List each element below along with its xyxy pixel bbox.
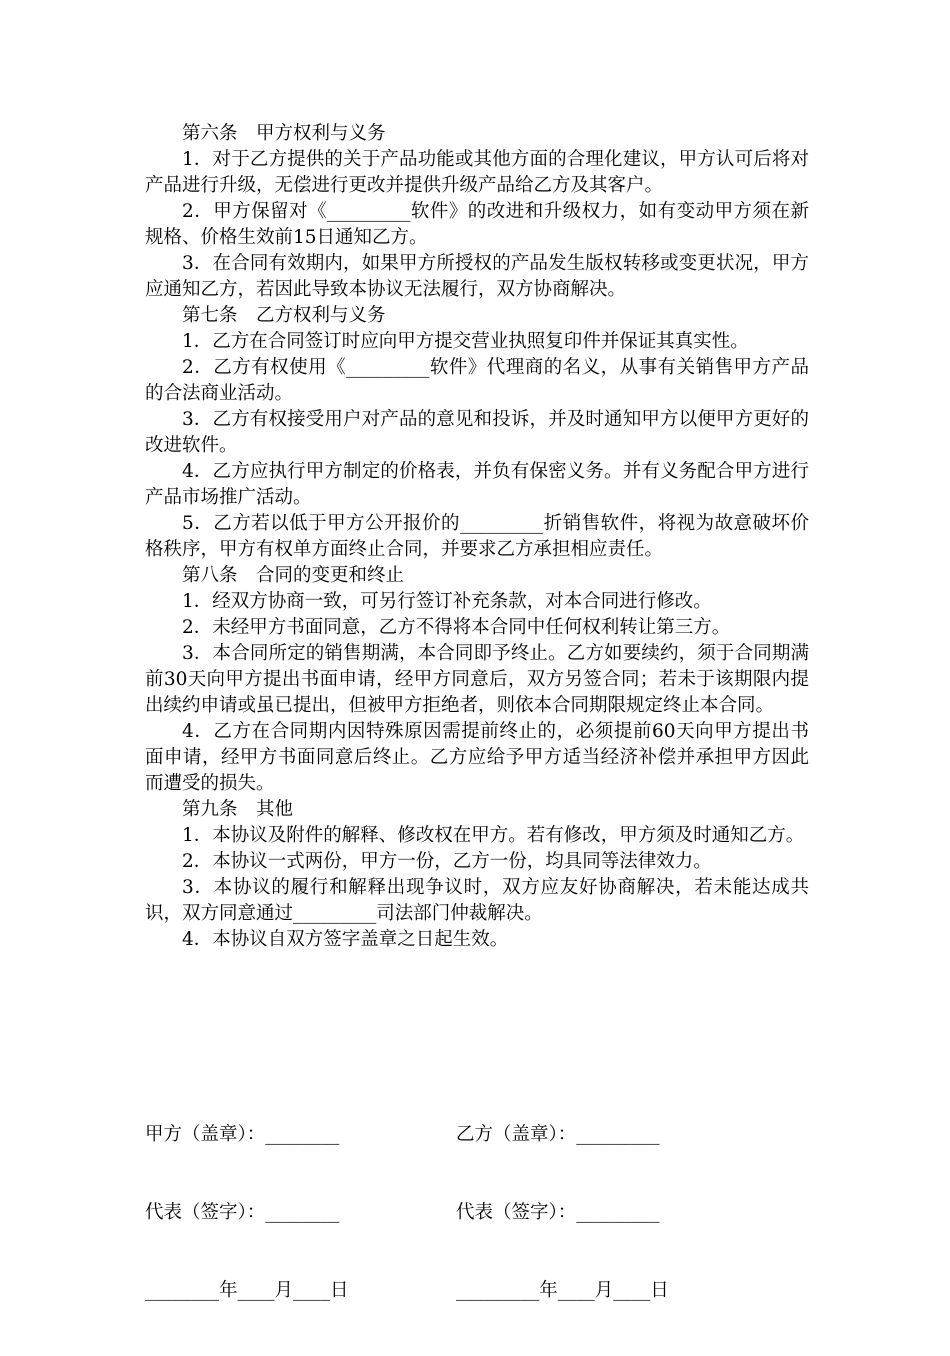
party-b-seal-line: 乙方（盖章）：_________ — [456, 1124, 660, 1145]
section-heading-9: 第九条 其他 — [182, 799, 294, 820]
clause-6-1: 1．对于乙方提供的关于产品功能或其他方面的合理化建议，甲方认可后将对产品进行升级，无偿进行更改并提供升级产品给乙方及其客户。 — [145, 149, 809, 196]
clause-8-2: 2．未经甲方书面同意，乙方不得将本合同中任何权利转让第三方。 — [182, 617, 731, 638]
clause-7-5: 5．乙方若以低于甲方公开报价的_________折销售软件，将视为故意破坏价格秩序，甲方有权单方面终止合同，并要求乙方承担相应责任。 — [145, 513, 809, 560]
party-a-date-line: ________年____月____日 — [145, 1280, 349, 1301]
clause-8-1: 1．经双方协商一致，可另行签订补充条款，对本合同进行修改。 — [182, 591, 712, 612]
section-heading-8: 第八条 合同的变更和终止 — [182, 565, 405, 586]
section-heading-7: 第七条 乙方权利与义务 — [182, 305, 386, 326]
party-b-date-line: _________年____月____日 — [456, 1280, 669, 1301]
clause-9-3: 3．本协议的履行和解释出现争议时，双方应友好协商解决，若未能达成共识，双方同意通过_________司法部门仲裁解决。 — [145, 877, 809, 924]
clause-7-2: 2．乙方有权使用《_________软件》代理商的名义，从事有关销售甲方产品的合法商业活动。 — [145, 357, 809, 404]
clause-9-2: 2．本协议一式两份，甲方一份，乙方一份，均具同等法律效力。 — [182, 851, 712, 872]
clause-6-2: 2．甲方保留对《_________软件》的改进和升级权力，如有变动甲方须在新规格、价格生效前15日通知乙方。 — [145, 201, 809, 248]
contract-body — [145, 121, 809, 953]
party-a-representative-line: 代表（签字）：________ — [145, 1202, 340, 1223]
clause-8-3: 3．本合同所定的销售期满，本合同即予终止。乙方如要续约，须于合同期满前30天向甲方提出书面申请，经甲方同意后，双方另签合同；若未于该期限内提出续约申请或虽已提出，但被甲方拒绝者，则依本合同期限规定终止本合同。 — [145, 643, 809, 716]
clause-7-4: 4．乙方应执行甲方制定的价格表，并负有保密义务。并有义务配合甲方进行产品市场推广活动。 — [145, 461, 809, 508]
section-heading-6: 第六条 甲方权利与义务 — [182, 123, 386, 144]
clause-6-3: 3．在合同有效期内，如果甲方所授权的产品发生版权转移或变更状况，甲方应通知乙方，若因此导致本协议无法履行，双方协商解决。 — [145, 253, 809, 300]
clause-7-1: 1．乙方在合同签订时应向甲方提交营业执照复印件并保证其真实性。 — [182, 331, 749, 352]
clause-9-4: 4．本协议自双方签字盖章之日起生效。 — [182, 929, 509, 950]
party-a-signature-block — [145, 1070, 349, 1356]
clause-9-1: 1．本协议及附件的解释、修改权在甲方。若有修改，甲方须及时通知乙方。 — [182, 825, 805, 846]
clause-7-3: 3．乙方有权接受用户对产品的意见和投诉，并及时通知甲方以便甲方更好的改进软件。 — [145, 409, 809, 456]
party-a-seal-line: 甲方（盖章）：________ — [145, 1124, 340, 1145]
party-b-signature-block — [456, 1070, 669, 1356]
clause-8-4: 4．乙方在合同期内因特殊原因需提前终止的，必须提前60天向甲方提出书面申请，经甲方书面同意后终止。乙方应给予甲方适当经济补偿并承担甲方因此而遭受的损失。 — [145, 721, 809, 794]
party-b-representative-line: 代表（签字）：_________ — [456, 1202, 660, 1223]
